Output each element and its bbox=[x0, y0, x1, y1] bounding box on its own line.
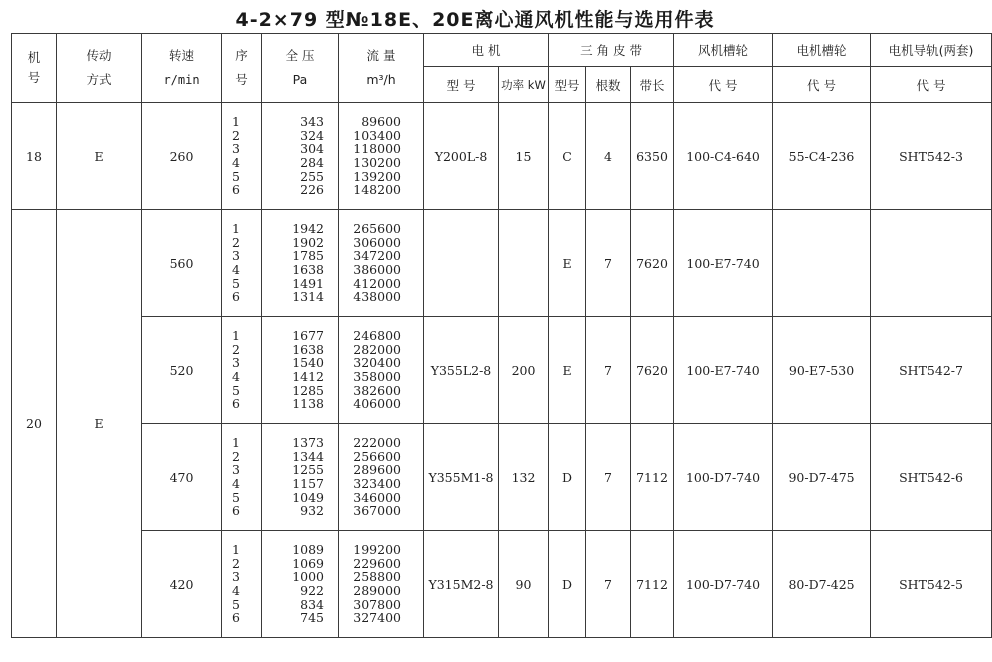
seq-4: 4 bbox=[232, 476, 240, 491]
pressure-2: 1638 bbox=[292, 341, 324, 357]
flow-4: 130200 bbox=[353, 155, 401, 170]
seq-6: 6 bbox=[232, 182, 240, 198]
pressure-5: 1491 bbox=[292, 275, 324, 291]
seq-4: 4 bbox=[232, 583, 240, 598]
motor-pulley-cell bbox=[773, 210, 871, 317]
seq-2: 2 bbox=[232, 234, 240, 250]
header-zhuansu-line1: 转速 bbox=[168, 48, 194, 63]
page-title: 4-2×79 型№18E、20E离心通风机性能与选用件表 bbox=[235, 9, 715, 31]
flow-2: 229600 bbox=[353, 555, 401, 571]
header-chuandong-line2: 方式 bbox=[86, 72, 112, 87]
motor-model-cell: Y315M2-8 bbox=[424, 531, 499, 638]
drive-type-cell: E bbox=[57, 103, 142, 210]
seq-2: 2 bbox=[232, 127, 240, 143]
seq-5: 5 bbox=[232, 596, 240, 612]
flow-3: 118000 bbox=[353, 141, 401, 157]
seq-4: 4 bbox=[232, 262, 240, 277]
header-daogui: 电机导轨(两套) bbox=[871, 34, 992, 67]
flow-2: 306000 bbox=[353, 234, 401, 250]
header-quanya-line2: Pa bbox=[292, 72, 308, 87]
header-quanya bbox=[262, 34, 339, 103]
pressure-cell bbox=[262, 424, 339, 531]
header-gonglv: 功率 kW bbox=[499, 67, 549, 103]
flow-6: 367000 bbox=[353, 503, 401, 519]
flow-2: 282000 bbox=[353, 341, 401, 357]
header-jihao-line2: 号 bbox=[27, 70, 41, 85]
header-quanya-line1: 全 压 bbox=[285, 48, 315, 63]
pressure-5: 1285 bbox=[292, 382, 324, 398]
seq-5: 5 bbox=[232, 489, 240, 505]
table-row bbox=[12, 531, 992, 638]
pressure-6: 226 bbox=[300, 182, 324, 198]
flow-cell bbox=[339, 317, 424, 424]
pressure-4: 1638 bbox=[292, 262, 324, 277]
pressure-6: 932 bbox=[300, 503, 324, 519]
header-jihao-line1: 机 bbox=[27, 50, 41, 65]
speed-cell: 560 bbox=[142, 210, 222, 317]
pressure-6: 1138 bbox=[292, 396, 324, 412]
seq-6: 6 bbox=[232, 610, 240, 626]
seq-1: 1 bbox=[232, 435, 240, 451]
flow-1: 89600 bbox=[361, 114, 401, 130]
header-xuhao-line1: 序 bbox=[235, 48, 248, 63]
flow-1: 246800 bbox=[353, 328, 401, 344]
pressure-5: 255 bbox=[300, 168, 324, 184]
header-genshu: 根数 bbox=[586, 67, 631, 103]
seq-cell bbox=[222, 424, 262, 531]
seq-cell bbox=[222, 531, 262, 638]
seq-cell bbox=[222, 210, 262, 317]
pressure-cell bbox=[262, 210, 339, 317]
seq-1: 1 bbox=[232, 221, 240, 237]
fan-pulley-cell: 100-D7-740 bbox=[674, 424, 773, 531]
pressure-3: 304 bbox=[300, 141, 324, 157]
motor-pulley-cell: 80-D7-425 bbox=[773, 531, 871, 638]
belt-count-cell: 7 bbox=[586, 210, 631, 317]
flow-5: 307800 bbox=[353, 596, 401, 612]
flow-3: 289600 bbox=[353, 462, 401, 478]
pressure-3: 1000 bbox=[292, 569, 324, 585]
pressure-4: 284 bbox=[300, 155, 324, 170]
belt-length-cell: 7620 bbox=[631, 210, 674, 317]
flow-3: 347200 bbox=[353, 248, 401, 264]
fan-pulley-cell: 100-E7-740 bbox=[674, 317, 773, 424]
speed-cell: 520 bbox=[142, 317, 222, 424]
header-daogui-daihao: 代 号 bbox=[871, 67, 992, 103]
seq-1: 1 bbox=[232, 114, 240, 130]
pressure-6: 1314 bbox=[292, 289, 324, 305]
fan-selection-table bbox=[11, 33, 992, 638]
header-fengji-caolun: 风机槽轮 bbox=[674, 34, 773, 67]
seq-1: 1 bbox=[232, 328, 240, 344]
rail-cell: SHT542-7 bbox=[871, 317, 992, 424]
drive-type-cell: E bbox=[57, 210, 142, 638]
pressure-1: 1089 bbox=[292, 542, 324, 558]
fan-number-cell: 18 bbox=[12, 103, 57, 210]
pressure-3: 1785 bbox=[292, 248, 324, 264]
speed-cell: 260 bbox=[142, 103, 222, 210]
seq-cell bbox=[222, 317, 262, 424]
belt-length-cell: 7112 bbox=[631, 531, 674, 638]
speed-cell: 420 bbox=[142, 531, 222, 638]
belt-type-cell: E bbox=[549, 317, 586, 424]
flow-2: 256600 bbox=[353, 448, 401, 464]
pressure-1: 1942 bbox=[292, 221, 324, 237]
belt-type-cell: C bbox=[549, 103, 586, 210]
header-zhuansu bbox=[142, 34, 222, 103]
flow-5: 382600 bbox=[353, 382, 401, 398]
rail-cell: SHT542-5 bbox=[871, 531, 992, 638]
header-daichang: 带长 bbox=[631, 67, 674, 103]
power-cell: 200 bbox=[499, 317, 549, 424]
seq-3: 3 bbox=[232, 141, 240, 157]
pressure-cell bbox=[262, 103, 339, 210]
table-row bbox=[12, 424, 992, 531]
pressure-1: 343 bbox=[300, 114, 324, 130]
rail-cell: SHT542-3 bbox=[871, 103, 992, 210]
flow-cell bbox=[339, 103, 424, 210]
seq-4: 4 bbox=[232, 369, 240, 384]
header-liuliang-line2: m³/h bbox=[366, 72, 396, 87]
flow-6: 148200 bbox=[353, 182, 401, 198]
header-pidai-xinghao: 型号 bbox=[549, 67, 586, 103]
pressure-1: 1677 bbox=[292, 328, 324, 344]
motor-pulley-cell: 90-D7-475 bbox=[773, 424, 871, 531]
header-dianji-caolun: 电机槽轮 bbox=[773, 34, 871, 67]
flow-cell bbox=[339, 210, 424, 317]
belt-count-cell: 7 bbox=[586, 424, 631, 531]
seq-5: 5 bbox=[232, 275, 240, 291]
motor-pulley-cell: 90-E7-530 bbox=[773, 317, 871, 424]
belt-count-cell: 4 bbox=[586, 103, 631, 210]
belt-type-cell: E bbox=[549, 210, 586, 317]
pressure-cell bbox=[262, 317, 339, 424]
pressure-4: 922 bbox=[300, 583, 324, 598]
header-xuhao-line2: 号 bbox=[235, 72, 248, 87]
seq-2: 2 bbox=[232, 341, 240, 357]
header-jihao bbox=[12, 34, 57, 103]
motor-model-cell bbox=[424, 210, 499, 317]
rail-cell: SHT542-6 bbox=[871, 424, 992, 531]
seq-3: 3 bbox=[232, 248, 240, 264]
table-row bbox=[12, 210, 992, 317]
header-dianji: 电 机 bbox=[424, 34, 549, 67]
belt-count-cell: 7 bbox=[586, 317, 631, 424]
flow-5: 346000 bbox=[353, 489, 401, 505]
header-fengji-daihao: 代 号 bbox=[674, 67, 773, 103]
seq-5: 5 bbox=[232, 168, 240, 184]
pressure-2: 1344 bbox=[292, 448, 324, 464]
pressure-2: 1902 bbox=[292, 234, 324, 250]
header-liuliang bbox=[339, 34, 424, 103]
flow-4: 289000 bbox=[353, 583, 401, 598]
header-xinghao: 型 号 bbox=[424, 67, 499, 103]
speed-cell: 470 bbox=[142, 424, 222, 531]
pressure-5: 834 bbox=[300, 596, 324, 612]
seq-2: 2 bbox=[232, 448, 240, 464]
seq-2: 2 bbox=[232, 555, 240, 571]
pressure-cell bbox=[262, 531, 339, 638]
flow-6: 438000 bbox=[353, 289, 401, 305]
belt-type-cell: D bbox=[549, 531, 586, 638]
flow-4: 323400 bbox=[353, 476, 401, 491]
power-cell: 15 bbox=[499, 103, 549, 210]
power-cell: 132 bbox=[499, 424, 549, 531]
pressure-3: 1255 bbox=[292, 462, 324, 478]
seq-4: 4 bbox=[232, 155, 240, 170]
flow-6: 406000 bbox=[353, 396, 401, 412]
flow-4: 358000 bbox=[353, 369, 401, 384]
belt-length-cell: 7620 bbox=[631, 317, 674, 424]
header-chuandong bbox=[57, 34, 142, 103]
header-chuandong-line1: 传动 bbox=[86, 48, 112, 63]
pressure-4: 1157 bbox=[292, 476, 324, 491]
flow-1: 199200 bbox=[353, 542, 401, 558]
belt-length-cell: 6350 bbox=[631, 103, 674, 210]
table-row bbox=[12, 317, 992, 424]
motor-pulley-cell: 55-C4-236 bbox=[773, 103, 871, 210]
power-cell: 90 bbox=[499, 531, 549, 638]
table-row bbox=[12, 103, 992, 210]
header-liuliang-line1: 流 量 bbox=[366, 48, 396, 63]
rail-cell bbox=[871, 210, 992, 317]
header-dianji-daihao: 代 号 bbox=[773, 67, 871, 103]
seq-1: 1 bbox=[232, 542, 240, 558]
flow-cell bbox=[339, 531, 424, 638]
seq-6: 6 bbox=[232, 396, 240, 412]
pressure-4: 1412 bbox=[292, 369, 324, 384]
flow-3: 258800 bbox=[353, 569, 401, 585]
belt-length-cell: 7112 bbox=[631, 424, 674, 531]
power-cell bbox=[499, 210, 549, 317]
flow-6: 327400 bbox=[353, 610, 401, 626]
seq-5: 5 bbox=[232, 382, 240, 398]
seq-6: 6 bbox=[232, 289, 240, 305]
flow-2: 103400 bbox=[353, 127, 401, 143]
flow-1: 265600 bbox=[353, 221, 401, 237]
pressure-3: 1540 bbox=[292, 355, 324, 371]
pressure-2: 1069 bbox=[292, 555, 324, 571]
flow-4: 386000 bbox=[353, 262, 401, 277]
belt-count-cell: 7 bbox=[586, 531, 631, 638]
seq-3: 3 bbox=[232, 355, 240, 371]
header-row-1 bbox=[12, 34, 992, 67]
seq-3: 3 bbox=[232, 462, 240, 478]
motor-model-cell: Y355M1-8 bbox=[424, 424, 499, 531]
seq-cell bbox=[222, 103, 262, 210]
fan-number-cell: 20 bbox=[12, 210, 57, 638]
motor-model-cell: Y200L-8 bbox=[424, 103, 499, 210]
header-pidai: 三 角 皮 带 bbox=[549, 34, 674, 67]
flow-1: 222000 bbox=[353, 435, 401, 451]
pressure-6: 745 bbox=[300, 610, 324, 626]
flow-3: 320400 bbox=[353, 355, 401, 371]
motor-model-cell: Y355L2-8 bbox=[424, 317, 499, 424]
seq-6: 6 bbox=[232, 503, 240, 519]
pressure-5: 1049 bbox=[292, 489, 324, 505]
seq-3: 3 bbox=[232, 569, 240, 585]
header-zhuansu-line2: r/min bbox=[163, 73, 200, 87]
header-xuhao bbox=[222, 34, 262, 103]
belt-type-cell: D bbox=[549, 424, 586, 531]
fan-pulley-cell: 100-D7-740 bbox=[674, 531, 773, 638]
flow-cell bbox=[339, 424, 424, 531]
flow-5: 412000 bbox=[353, 275, 401, 291]
pressure-2: 324 bbox=[300, 127, 324, 143]
fan-pulley-cell: 100-E7-740 bbox=[674, 210, 773, 317]
pressure-1: 1373 bbox=[292, 435, 324, 451]
flow-5: 139200 bbox=[353, 168, 401, 184]
fan-pulley-cell: 100-C4-640 bbox=[674, 103, 773, 210]
